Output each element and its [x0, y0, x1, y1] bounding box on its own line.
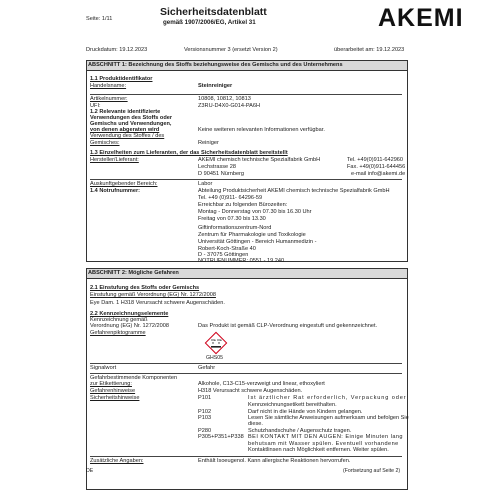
p-code: P101	[198, 395, 212, 401]
poison-center-line-1: Giftinformationszentrum-Nord	[198, 225, 272, 231]
emergency-line-5: Freitag von 07.30 bis 13.30	[198, 216, 266, 222]
poison-center-line-6: NOTRUFNUMMER: 0551 - 19 240	[198, 258, 285, 264]
company-city: D 90451 Nürnberg	[198, 171, 245, 177]
emergency-line-1: Abteilung Produktsicherheit AKEMI chemisch technische Spezialfabrik GmbH	[198, 188, 390, 194]
hazard-components-label-line2: zur Etikettierung:	[90, 381, 132, 387]
p305-line-1: BEI KONTAKT MIT DEN AUGEN: Einige Minuten lang	[248, 434, 403, 440]
use-label-line1: Verwendung des Stoffes / des	[90, 133, 165, 139]
article-number-value: 10808, 10812, 10813	[198, 96, 251, 102]
article-number-label: Artikelnummer:	[90, 96, 128, 102]
ghs-code: GHS05	[206, 355, 224, 361]
labelling-value: Das Produkt ist gemäß CLP-Verordnung eingestuft und gekennzeichnet.	[198, 323, 378, 329]
heading-2-2: 2.2 Kennzeichnungselemente	[90, 311, 169, 317]
p-code: P280	[198, 428, 212, 434]
section-1-heading: ABSCHNITT 1: Bezeichnung des Stoffs beziehungsweise des Gemischs und des Unternehmens	[88, 62, 343, 68]
signal-word-value: Gefahr	[198, 365, 216, 371]
divider	[90, 373, 402, 374]
signal-word-label: Signalwort	[90, 365, 117, 371]
poison-center-line-4: Robert-Koch-Straße 40	[198, 246, 256, 252]
trade-name-value: Steinreiniger	[198, 83, 233, 89]
precautionary-statements-label: Sicherheitshinweise	[90, 395, 140, 401]
classification-regulation: Einstufung gemäß Verordnung (EG) Nr. 1272/2008	[90, 292, 216, 298]
heading-1-4: 1.4 Notrufnummer:	[90, 188, 141, 194]
document-subtitle: gemäß 1907/2006/EG, Artikel 31	[163, 19, 256, 26]
emergency-line-4: Montag - Donnerstag von 07.30 bis 16.30 Uhr	[198, 209, 312, 215]
p-text: Lesen Sie sämtliche Anweisungen aufmerksam und befolgen Sie	[248, 415, 409, 421]
info-department-value: Labor	[198, 181, 213, 187]
info-department-label: Auskunftgebender Bereich:	[90, 181, 158, 187]
company-fax: Fax. +49(0)911-644456	[347, 164, 406, 170]
company-phone: Tel. +49(0)911-642960	[347, 157, 404, 163]
manufacturer-label: Hersteller/Lieferant:	[90, 157, 139, 163]
additional-info-value: Enthält Isoeugenol. Kann allergische Reaktionen hervorrufen.	[198, 458, 351, 464]
heading-1-2-line2: Verwendungen des Stoffs oder	[90, 115, 173, 121]
print-date: Druckdatum: 19.12.2023	[86, 47, 148, 53]
divider	[90, 179, 402, 180]
p-text: Darf nicht in die Hände von Kindern gelangen.	[248, 409, 363, 415]
ufi-label: UFI:	[90, 103, 101, 109]
revision-date: überarbeitet am: 19.12.2023	[334, 47, 405, 53]
ufi-value: Z3RU-D4X0-G014-PA6H	[198, 103, 261, 109]
heading-1-2-line4: von denen abgeraten wird	[90, 127, 160, 133]
footer-code: DE	[86, 468, 94, 474]
emergency-line-3: Erreichbar zu folgenden Bürozeiten:	[198, 202, 288, 208]
p-text: Ist ärztlicher Rat erforderlich, Verpackung oder	[248, 395, 407, 401]
p-code-combined: P305+P351+P338	[198, 434, 244, 440]
company-email: e-mail info@akemi.de	[351, 171, 406, 177]
p-code: P102	[198, 409, 212, 415]
divider	[90, 94, 402, 95]
p305-line-2: behutsam mit Wasser spülen. Eventuell vorhandene	[248, 441, 399, 447]
pictogram-label: Gefahrenpiktogramme	[90, 330, 146, 336]
akemi-logo: AKEMI	[378, 4, 464, 32]
p-code: P103	[198, 415, 212, 421]
heading-1-1: 1.1 Produktidentifikator	[90, 76, 153, 82]
corrosion-symbol-icon	[205, 332, 227, 354]
trade-name-label: Handelsname:	[90, 83, 127, 89]
poison-center-line-2: Zentrum für Pharmakologie und Toxikologie	[198, 232, 306, 238]
version-number: Versionsnummer 3 (ersetzt Version 2)	[184, 47, 278, 53]
page-number: Seite: 1/11	[86, 16, 113, 22]
divider	[90, 456, 402, 457]
emergency-line-2: Tel. +49 (0)911- 64296-59	[198, 195, 263, 201]
hazard-statements-value: H318 Verursacht schwere Augenschäden.	[198, 388, 303, 394]
poison-center-line-3: Universität Göttingen - Bereich Humanmedizin -	[198, 239, 317, 245]
use-label-line2: Gemisches:	[90, 140, 120, 146]
classification-value: Eye Dam. 1 H318 Verursacht schwere Augenschäden.	[90, 300, 225, 306]
p-text: Schutzhandschuhe / Augenschutz tragen.	[248, 428, 352, 434]
heading-1-2-line1: 1.2 Relevante identifizierte	[90, 109, 161, 115]
hazard-components-value: Alkohole, C13-C15-verzweigt und linear, ethoxyliert	[198, 381, 325, 387]
use-value: Reiniger	[198, 140, 219, 146]
company-name: AKEMI chemisch technische Spezialfabrik GmbH	[198, 157, 321, 163]
hazard-statements-label: Gefahrenhinweise	[90, 388, 136, 394]
company-street: Lechstrasse 28	[198, 164, 236, 170]
hazard-components-label-line1: Gefahrbestimmende Komponenten	[90, 375, 178, 381]
poison-center-line-5: D - 37075 Göttingen	[198, 252, 249, 258]
document-title: Sicherheitsdatenblatt	[160, 6, 267, 18]
labelling-label-line1: Kennzeichnung gemäß	[90, 317, 148, 323]
uses-value: Keine weiteren relevanten Informationen verfügbar.	[198, 127, 325, 133]
labelling-label-line2: Verordnung (EG) Nr. 1272/2008	[90, 323, 169, 329]
heading-1-2-line3: Gemischs und Verwendungen,	[90, 121, 172, 127]
continuation-note: (Fortsetzung auf Seite 2)	[343, 468, 401, 474]
p-text: Kennzeichnungsetikett bereithalten.	[248, 402, 337, 408]
heading-2-1: 2.1 Einstufung des Stoffs oder Gemischs	[90, 285, 200, 291]
p305-line-3: Kontaktlinsen nach Möglichkeit entfernen. Weiter spülen.	[248, 447, 389, 453]
additional-info-label: Zusätzliche Angaben:	[90, 458, 144, 464]
section-2-heading: ABSCHNITT 2: Mögliche Gefahren	[88, 270, 179, 276]
divider	[90, 363, 402, 364]
heading-1-3: 1.3 Einzelheiten zum Lieferanten, der das Sicherheitsdatenblatt bereitstellt	[90, 150, 288, 156]
p-text: diese.	[248, 421, 263, 427]
